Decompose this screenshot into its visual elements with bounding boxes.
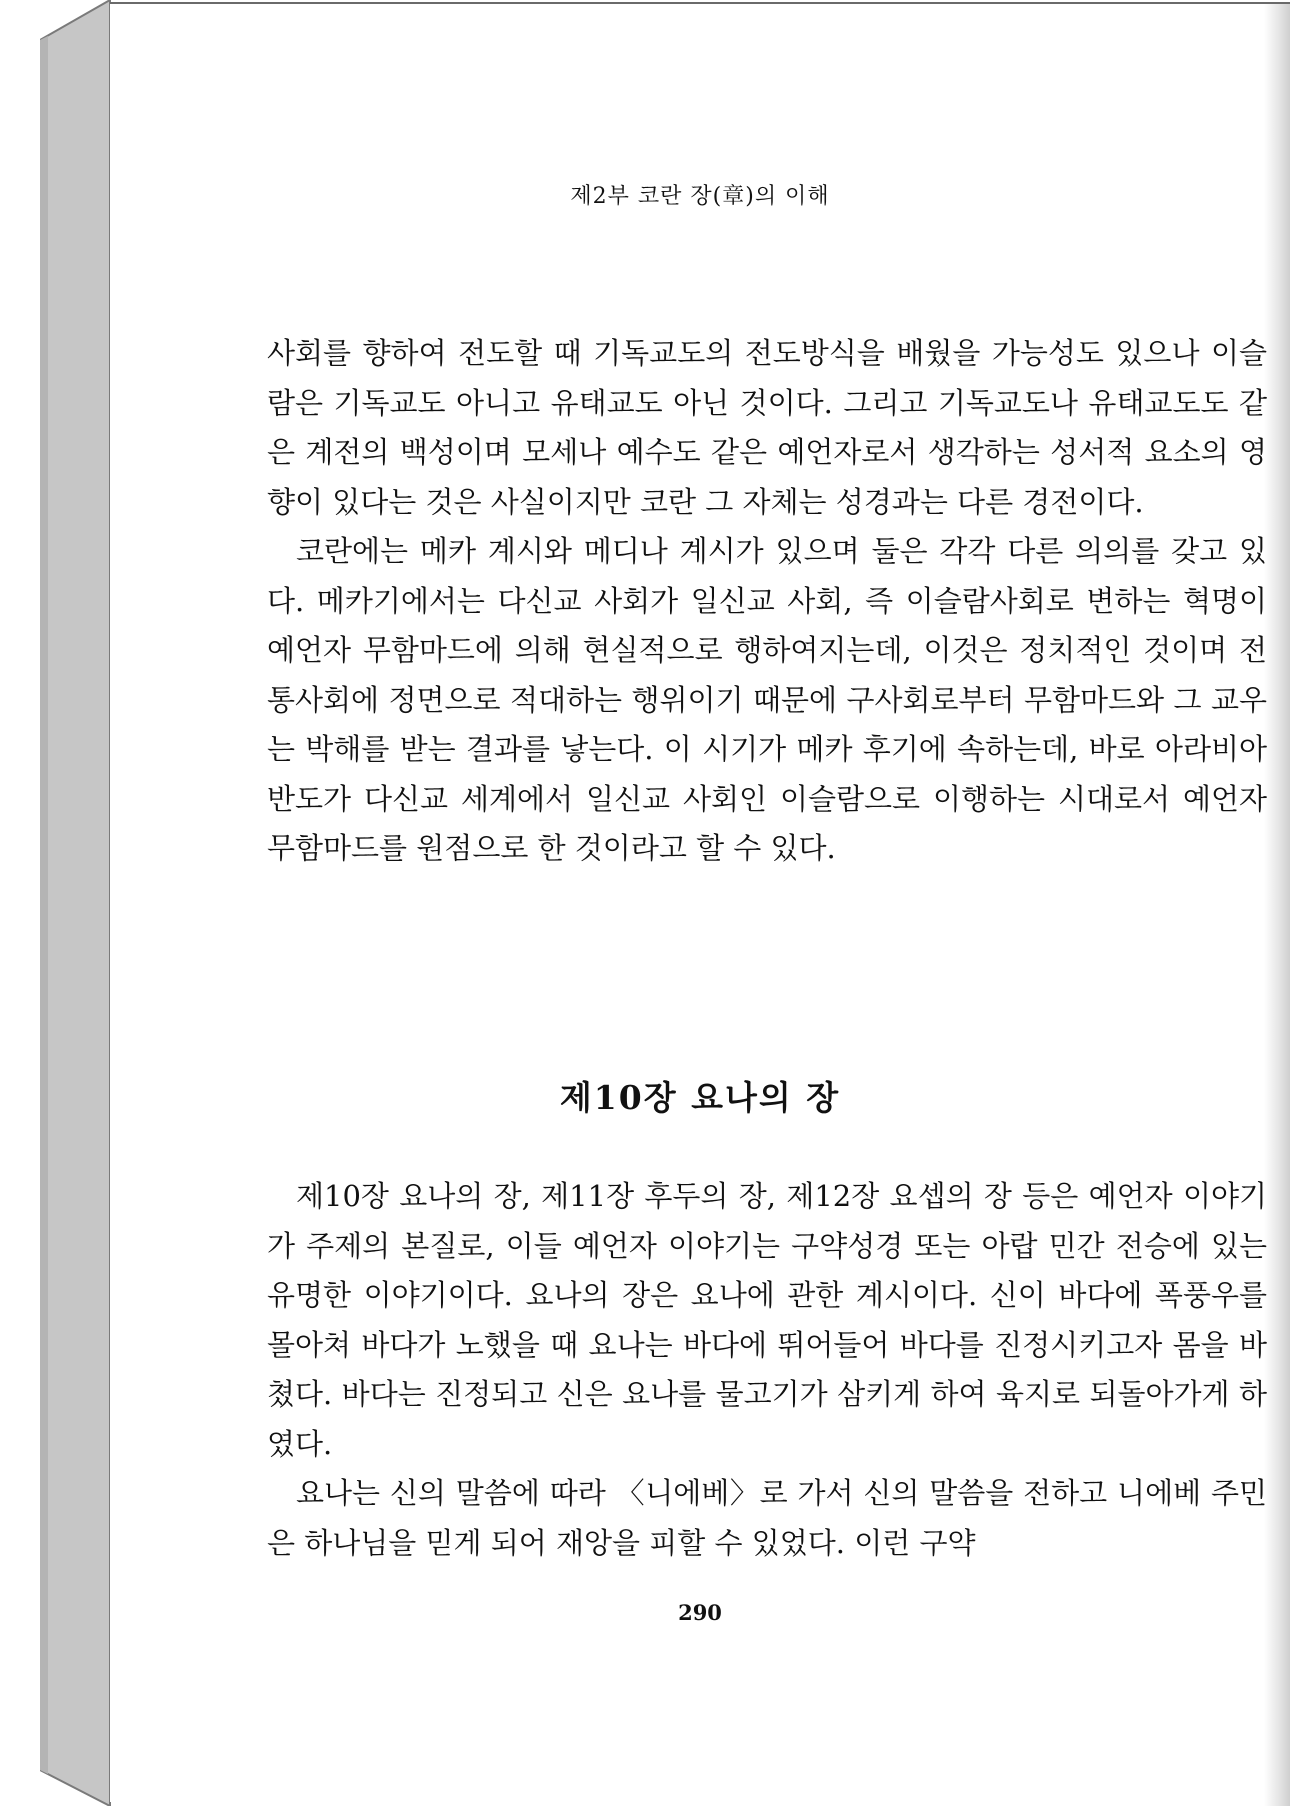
paragraph: 제10장 요나의 장, 제11장 후두의 장, 제12장 요셉의 장 등은 예언자 이야기가 주제의 본질로, 이들 예언자 이야기는 구약성경 또는 아랍 민간 전승에 있는 유명한 이야기이다. 요나의 장은 요나에 관한 계시이다. 신이 바다에 폭풍우를 몰아쳐 바다가 노했을 때 요나는 바다에 뛰어들어 바다를 진정시키고자 몸을 바쳤다. 바다는 진정되고 신은 요나를 물고기가 삼키게 하여 육지로 되돌아가게 하였다. bbox=[267, 1179, 1267, 1461]
book-page bbox=[110, 2, 1290, 1802]
page-edge bbox=[1264, 4, 1290, 1806]
paragraph: 요나는 신의 말씀에 따라 〈니에베〉로 가서 신의 말씀을 전하고 니에베 주민은 하나님을 믿게 되어 재앙을 피할 수 있었다. 이런 구약 bbox=[267, 1476, 1267, 1560]
book-spine bbox=[40, 0, 112, 1806]
section-continuation bbox=[267, 329, 1267, 874]
paragraph: 사회를 향하여 전도할 때 기독교도의 전도방식을 배웠을 가능성도 있으나 이슬람은 기독교도 아니고 유태교도 아닌 것이다. 그리고 기독교도나 유태교도도 같은 계전의 백성이며 모세나 예수도 같은 예언자로서 생각하는 성서적 요소의 영향이 있다는 것은 사실이지만 코란 그 자체는 성경과는 다른 경전이다. bbox=[267, 336, 1267, 519]
running-head: 제2부 코란 장(章)의 이해 bbox=[570, 184, 830, 209]
chapter-title: 제10장 요나의 장 bbox=[559, 1078, 841, 1117]
page-number: 290 bbox=[678, 1600, 722, 1625]
paragraph: 코란에는 메카 계시와 메디나 계시가 있으며 둘은 각각 다른 의의를 갖고 있다. 메카기에서는 다신교 사회가 일신교 사회, 즉 이슬람사회로 변하는 혁명이 예언자 무함마드에 의해 현실적으로 행하여지는데, 이것은 정치적인 것이며 전통사회에 정면으로 적대하는 행위이기 때문에 구사회로부터 무함마드와 그 교우는 박해를 받는 결과를 낳는다. 이 시기가 메카 후기에 속하는데, 바로 아라비아 반도가 다신교 세계에서 일신교 사회인 이슬람으로 이행하는 시대로서 예언자 무함마드를 원점으로 한 것이라고 할 수 있다. bbox=[267, 534, 1267, 865]
chapter-body bbox=[267, 1172, 1267, 1568]
